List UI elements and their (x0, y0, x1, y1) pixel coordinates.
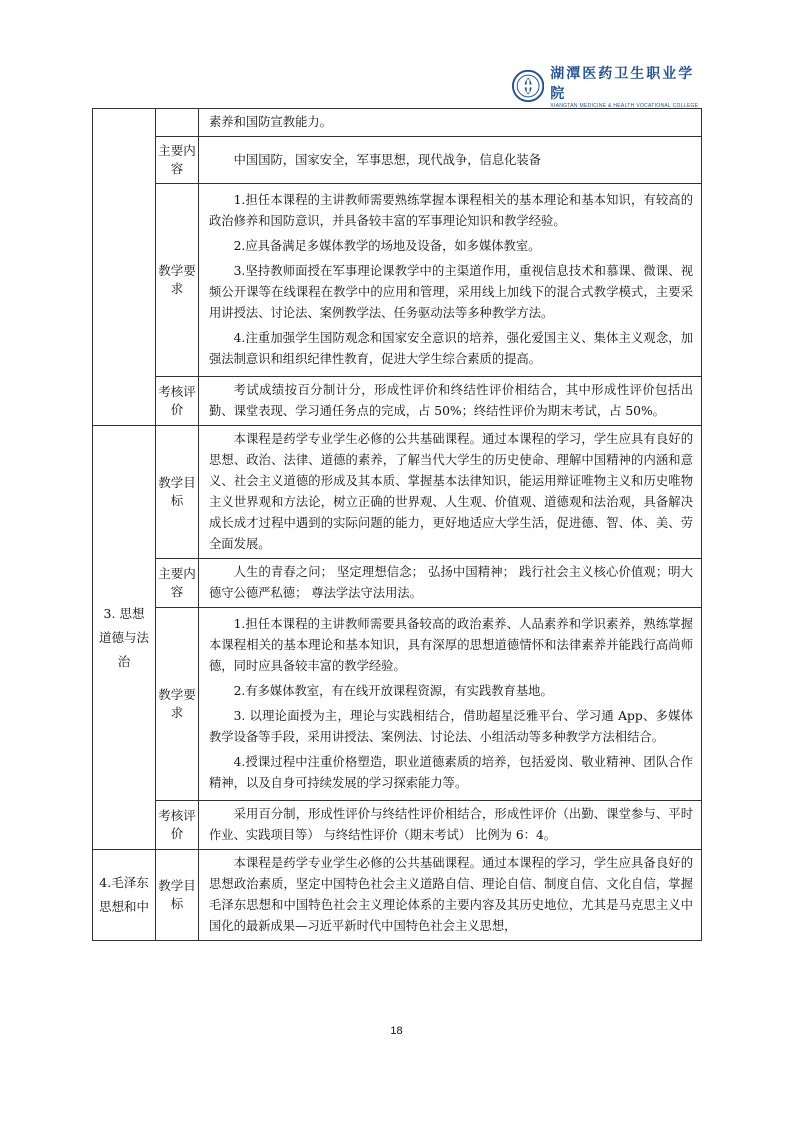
table-row (93, 184, 702, 377)
course-name: 4.毛泽东思想和中 (93, 850, 156, 941)
content-cell (199, 377, 702, 426)
content-cell (199, 801, 702, 850)
table-row (93, 608, 702, 801)
row-label: 考核评价 (156, 801, 199, 850)
row-label: 主要内容 (156, 559, 199, 608)
cell-text: 采用百分制，形成性评价与终结性评价相结合，形成性评价（出勤、课堂参与、平时作业、实践项目等） 与终结性评价（期末考试） 比例为 6：4。 (209, 807, 693, 842)
school-emblem-icon (512, 69, 544, 103)
list-item: 2.应具备满足多媒体教学的场地及设备，如多媒体教室。 (233, 239, 541, 253)
school-name: 湖潭医药卫生职业学院 (550, 66, 695, 102)
cell-text: 中国国防，国家安全，军事思想，现代战争，信息化装备 (233, 152, 542, 167)
row-label: 教学目标 (156, 426, 199, 559)
content-cell (199, 184, 702, 377)
content-cell (199, 850, 702, 941)
list-item: 1.担任本课程的主讲教师需要熟练掌握本课程相关的基本理论和基本知识，有较高的政治修养和国防意识，并具备较丰富的军事理论知识和教学经验。 (209, 193, 693, 228)
course-name: 3. 思想道德与法治 (93, 426, 156, 850)
cell-text: 本课程是药学专业学生必修的公共基础课程。通过本课程的学习，学生应具备良好的思想政治素质，坚定中国特色社会主义道路自信、理论自信、制度自信、文化自信，掌握毛泽东思想和中国特色社会主义理论体系的主要内容及其历史地位，尤其是马克思主义中国化的最新成果—习近平新时代中国特色社会主义思想， (209, 856, 693, 933)
curriculum-table (92, 108, 702, 941)
content-cell (199, 109, 702, 137)
table-row (93, 559, 702, 608)
list-item: 3.坚持教师面授在军事理论课教学中的主渠道作用，重视信息技术和慕课、微课、视频公开课等在线课程在教学中的应用和管理，采用线上加线下的混合式教学模式，主要采用讲授法、讨论法、案例教学法、任务驱动法等多种教学方法。 (209, 264, 693, 320)
table-row (93, 109, 702, 137)
row-label: 教学要求 (156, 184, 199, 377)
table-row (93, 426, 702, 559)
label-cell-empty (156, 109, 199, 137)
table-row (93, 801, 702, 850)
row-label: 考核评价 (156, 377, 199, 426)
table-row (93, 137, 702, 184)
list-item: 4.注重加强学生国防观念和国家安全意识的培养，强化爱国主义、集体主义观念，加强法制意识和组织纪律性教育，促进大学生综合素质的提高。 (209, 331, 693, 366)
list-item: 3. 以理论面授为主，理论与实践相结合，借助超星泛雅平台、学习通 App、多媒体教学设备等手段，采用讲授法、案例法、讨论法、小组活动等多种教学方法相结合。 (209, 709, 693, 744)
cell-text: 人生的青春之问； 坚定理想信念； 弘扬中国精神； 践行社会主义核心价值观；明大德守公德严私德； 尊法学法守法用法。 (209, 565, 693, 600)
cell-text: 本课程是药学专业学生必修的公共基础课程。通过本课程的学习，学生应具有良好的思想、政治、法律、道德的素养，了解当代大学生的历史使命、理解中国精神的内涵和意义、社会主义道德的形成及其本质、掌握基本法律知识，能运用辩证唯物主义和历史唯物主义世界观和方法论，树立正确的世界观、人生观、价值观、道德观和法治观，具备解决成长成才过程中遇到的实际问题的能力，更好地适应大学生活，促进德、智、体、美、劳全面发展。 (209, 432, 693, 551)
list-item: 1.担任本课程的主讲教师需要具备较高的政治素养、人品素养和学识素养，熟练掌握本课程相关的基本理论和基本知识，具有深厚的思想道德情怀和法律素养并能践行高尚师德，同时应具备较丰富的教学经验。 (209, 617, 693, 673)
content-cell (199, 426, 702, 559)
row-label: 主要内容 (156, 137, 199, 184)
row-label: 教学要求 (156, 608, 199, 801)
content-cell (199, 559, 702, 608)
school-logo (512, 66, 702, 109)
page-number: 18 (390, 1025, 403, 1037)
content-cell (199, 137, 702, 184)
course-cell-2 (93, 109, 156, 426)
content-cell (199, 608, 702, 801)
row-label: 教学目标 (156, 850, 199, 941)
cell-text: 考试成绩按百分制计分，形成性评价和终结性评价相结合，其中形成性评价包括出勤、课堂表现、学习通任务点的完成，占 50%；终结性评价为期末考试，占 50%。 (209, 383, 693, 418)
cell-text: 素养和国防宣教能力。 (209, 115, 332, 129)
list-item: 4.授课过程中注重价格塑造，职业道德素质的培养，包括爱岗、敬业精神、团队合作精神，以及自身可持续发展的学习探索能力等。 (209, 755, 693, 790)
school-name-en: XIANGTAN MEDICINE & HEALTH VOCATIONAL COLLEGE (550, 103, 699, 109)
table-row (93, 377, 702, 426)
table-row (93, 850, 702, 941)
list-item: 2.有多媒体教室，有在线开放课程资源，有实践教育基地。 (233, 684, 553, 698)
